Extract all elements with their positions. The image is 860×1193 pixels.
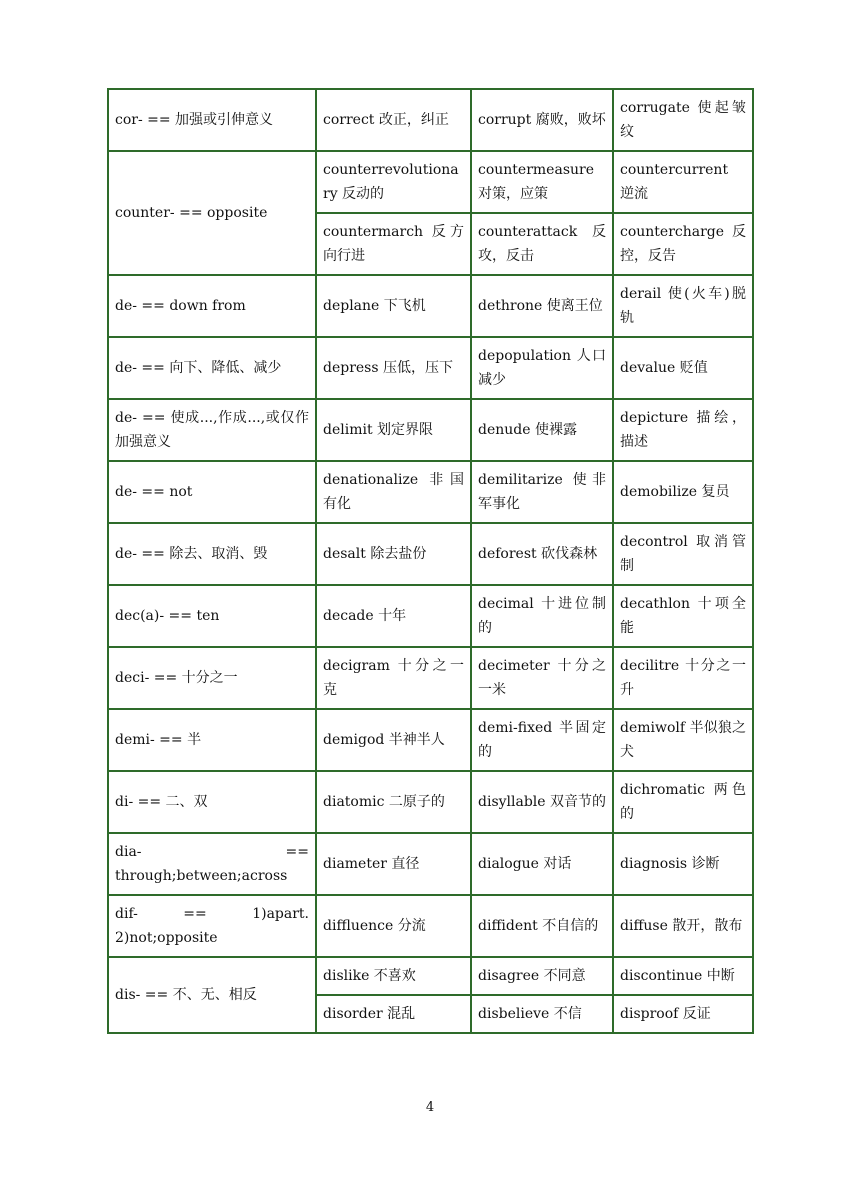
table-row xyxy=(108,151,753,213)
table-body xyxy=(108,89,753,1033)
word-cell: countercurrent 逆流 xyxy=(613,151,753,213)
table-row xyxy=(108,957,753,995)
table-row xyxy=(108,523,753,585)
table-row xyxy=(108,399,753,461)
word-cell: decimeter 十分之一米 xyxy=(471,647,613,709)
word-cell: decontrol 取消管制 xyxy=(613,523,753,585)
word-cell: dialogue 对话 xyxy=(471,833,613,895)
word-cell: disbelieve 不信 xyxy=(471,995,613,1033)
table-row xyxy=(108,771,753,833)
word-cell: decigram 十分之一克 xyxy=(316,647,471,709)
table-row xyxy=(108,337,753,399)
word-cell: diffluence 分流 xyxy=(316,895,471,957)
word-cell: desalt 除去盐份 xyxy=(316,523,471,585)
word-cell: demobilize 复员 xyxy=(613,461,753,523)
word-cell: counterrevolutionary 反动的 xyxy=(316,151,471,213)
table-row xyxy=(108,833,753,895)
word-cell: denationalize 非国有化 xyxy=(316,461,471,523)
word-cell: demi-fixed 半固定的 xyxy=(471,709,613,771)
word-cell: depress 压低，压下 xyxy=(316,337,471,399)
word-cell: deforest 砍伐森林 xyxy=(471,523,613,585)
word-cell: decade 十年 xyxy=(316,585,471,647)
word-cell: depopulation 人口减少 xyxy=(471,337,613,399)
word-cell: diameter 直径 xyxy=(316,833,471,895)
word-cell: disyllable 双音节的 xyxy=(471,771,613,833)
word-cell: diagnosis 诊断 xyxy=(613,833,753,895)
prefix-cell: de- == 除去、取消、毁 xyxy=(108,523,316,585)
word-cell: disproof 反证 xyxy=(613,995,753,1033)
prefix-cell: cor- == 加强或引伸意义 xyxy=(108,89,316,151)
word-cell: diffident 不自信的 xyxy=(471,895,613,957)
word-cell: depicture 描绘，描述 xyxy=(613,399,753,461)
table-row xyxy=(108,89,753,151)
word-cell: corrugate 使起皱纹 xyxy=(613,89,753,151)
prefix-cell: counter- == opposite xyxy=(108,151,316,275)
word-cell: decimal 十进位制的 xyxy=(471,585,613,647)
word-cell: disorder 混乱 xyxy=(316,995,471,1033)
word-cell: countermarch 反方向行进 xyxy=(316,213,471,275)
table-row xyxy=(108,709,753,771)
word-cell: disagree 不同意 xyxy=(471,957,613,995)
page-number: 4 xyxy=(425,1100,435,1115)
word-cell: demigod 半神半人 xyxy=(316,709,471,771)
prefix-vocabulary-table xyxy=(107,88,754,1034)
prefix-cell: dis- == 不、无、相反 xyxy=(108,957,316,1033)
word-cell: correct 改正，纠正 xyxy=(316,89,471,151)
word-cell: corrupt 腐败，败坏 xyxy=(471,89,613,151)
word-cell: derail 使(火车)脱轨 xyxy=(613,275,753,337)
prefix-cell: di- == 二、双 xyxy=(108,771,316,833)
table-row xyxy=(108,895,753,957)
prefix-cell: deci- == 十分之一 xyxy=(108,647,316,709)
table-row xyxy=(108,461,753,523)
word-cell: devalue 贬值 xyxy=(613,337,753,399)
prefix-cell: demi- == 半 xyxy=(108,709,316,771)
prefix-cell: de- == not xyxy=(108,461,316,523)
word-cell: discontinue 中断 xyxy=(613,957,753,995)
word-cell: counterattack 反攻，反击 xyxy=(471,213,613,275)
word-cell: decathlon 十项全能 xyxy=(613,585,753,647)
word-cell: dislike 不喜欢 xyxy=(316,957,471,995)
prefix-cell: de- == 向下、降低、减少 xyxy=(108,337,316,399)
word-cell: diffuse 散开，散布 xyxy=(613,895,753,957)
table-row xyxy=(108,275,753,337)
word-cell: dichromatic 两色的 xyxy=(613,771,753,833)
word-cell: denude 使裸露 xyxy=(471,399,613,461)
prefix-cell: dif- == 1)apart. 2)not;opposite xyxy=(108,895,316,957)
word-cell: diatomic 二原子的 xyxy=(316,771,471,833)
table-row xyxy=(108,647,753,709)
word-cell: countercharge 反控，反告 xyxy=(613,213,753,275)
prefix-cell: dec(a)- == ten xyxy=(108,585,316,647)
prefix-cell: de- == 使成...,作成...,或仅作加强意义 xyxy=(108,399,316,461)
word-cell: countermeasure 对策，应策 xyxy=(471,151,613,213)
word-cell: delimit 划定界限 xyxy=(316,399,471,461)
word-cell: deplane 下飞机 xyxy=(316,275,471,337)
word-cell: decilitre 十分之一升 xyxy=(613,647,753,709)
table-row xyxy=(108,585,753,647)
word-cell: demilitarize 使非军事化 xyxy=(471,461,613,523)
prefix-cell: dia- == through;between;across xyxy=(108,833,316,895)
prefix-cell: de- == down from xyxy=(108,275,316,337)
word-cell: demiwolf 半似狼之犬 xyxy=(613,709,753,771)
word-cell: dethrone 使离王位 xyxy=(471,275,613,337)
